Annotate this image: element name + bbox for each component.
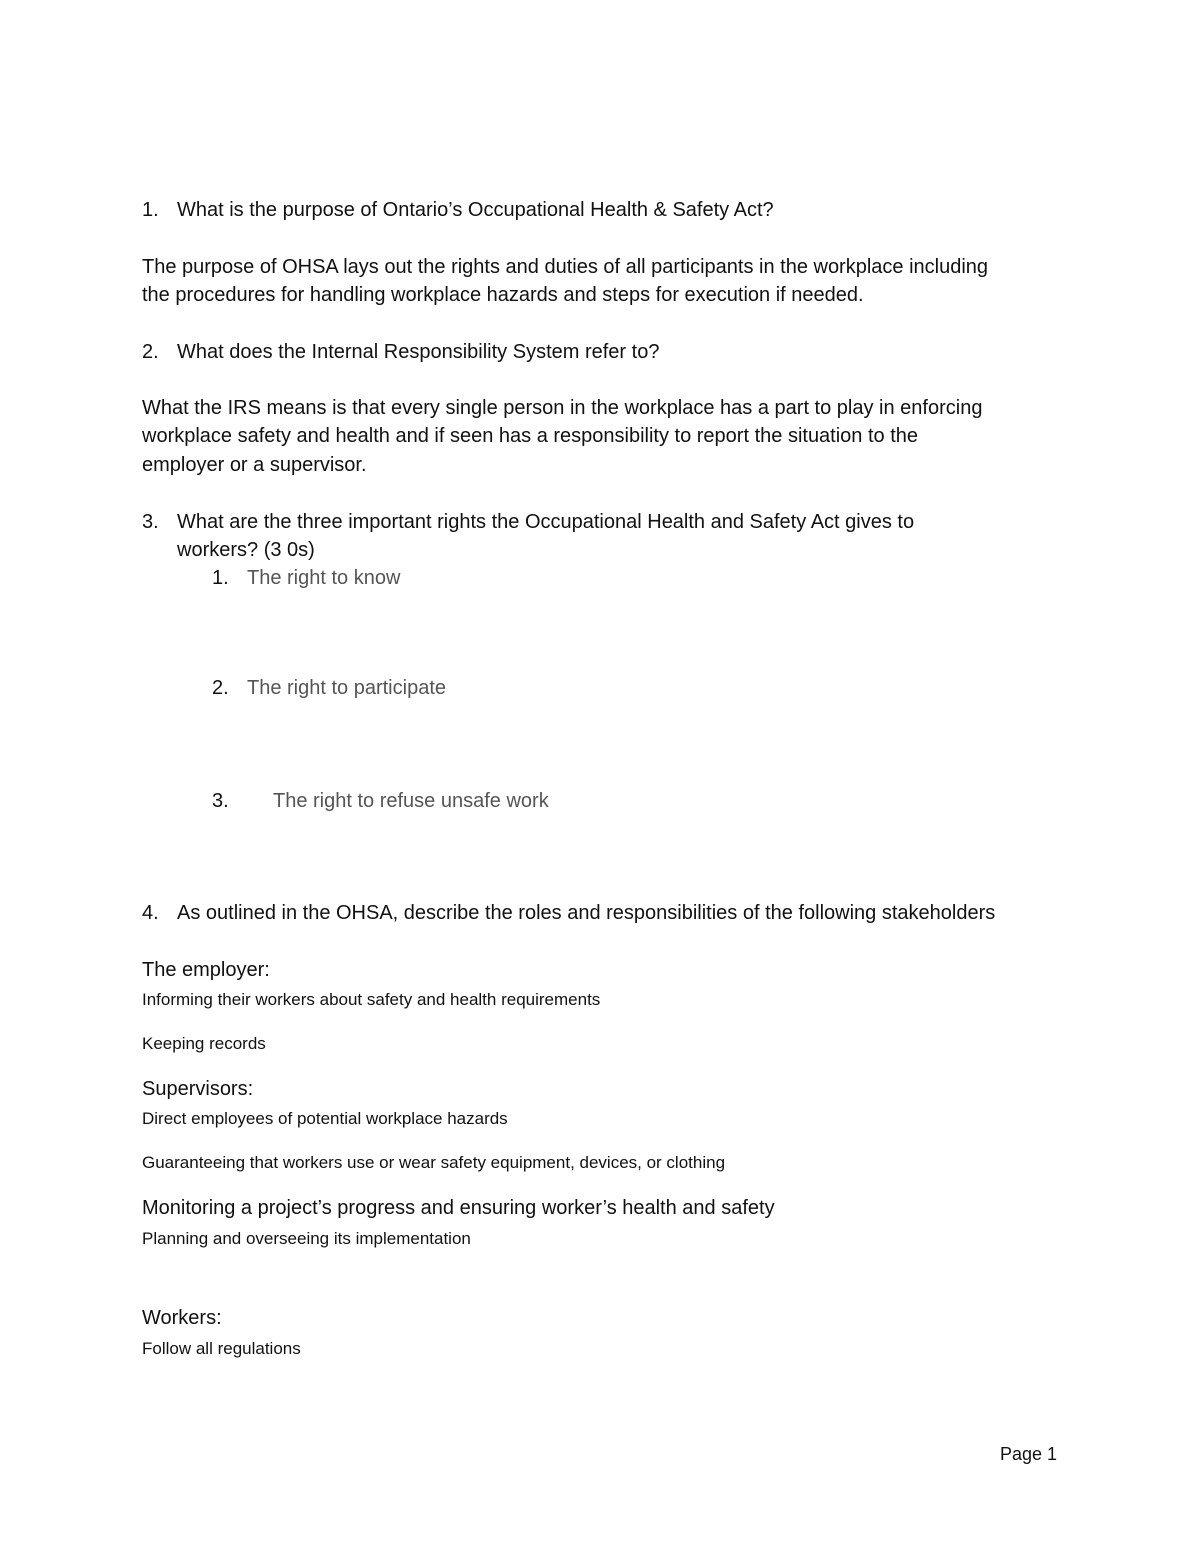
right-text: The right to know: [247, 567, 401, 589]
answer-1-line-1: The purpose of OHSA lays out the rights and duties of all participants in the workplace including: [142, 256, 989, 278]
monitoring-item-1: Planning and overseeing its implementation: [142, 1229, 471, 1248]
question-text: What is the purpose of Ontario’s Occupational Health & Safety Act?: [177, 199, 774, 221]
workers-item-1: Follow all regulations: [142, 1339, 301, 1358]
right-text: The right to participate: [247, 677, 446, 699]
supervisors-item-1: Direct employees of potential workplace hazards: [142, 1109, 508, 1128]
question-text: As outlined in the OHSA, describe the roles and responsibilities of the following stakeholders: [177, 902, 996, 924]
question-3-line-2: workers? (3 0s): [177, 539, 315, 561]
workers-heading: Workers:: [142, 1307, 222, 1329]
monitoring-heading: Monitoring a project’s progress and ensuring worker’s health and safety: [142, 1197, 775, 1219]
answer-2-line-1: What the IRS means is that every single person in the workplace has a part to play in enforcing: [142, 397, 983, 419]
supervisors-heading: Supervisors:: [142, 1078, 254, 1100]
question-text: What does the Internal Responsibility System refer to?: [177, 341, 660, 363]
supervisors-item-2: Guaranteeing that workers use or wear safety equipment, devices, or clothing: [142, 1153, 726, 1172]
question-number: 3.: [142, 511, 159, 533]
employer-item-1: Informing their workers about safety and health requirements: [142, 990, 601, 1009]
answer-2-line-2: workplace safety and health and if seen has a responsibility to report the situation to the: [142, 425, 919, 447]
right-number: 1.: [212, 567, 229, 589]
question-text: What are the three important rights the Occupational Health and Safety Act gives to: [177, 511, 915, 533]
question-number: 1.: [142, 199, 159, 221]
right-number: 2.: [212, 677, 229, 699]
right-text: The right to refuse unsafe work: [273, 790, 549, 812]
question-number: 2.: [142, 341, 159, 363]
answer-2-line-3: employer or a supervisor.: [142, 454, 367, 476]
page-number: Page 1: [1000, 1444, 1058, 1464]
right-number: 3.: [212, 790, 229, 812]
answer-1-line-2: the procedures for handling workplace hazards and steps for execution if needed.: [142, 284, 864, 306]
employer-item-2: Keeping records: [142, 1034, 266, 1053]
employer-heading: The employer:: [142, 959, 270, 981]
question-number: 4.: [142, 902, 159, 924]
